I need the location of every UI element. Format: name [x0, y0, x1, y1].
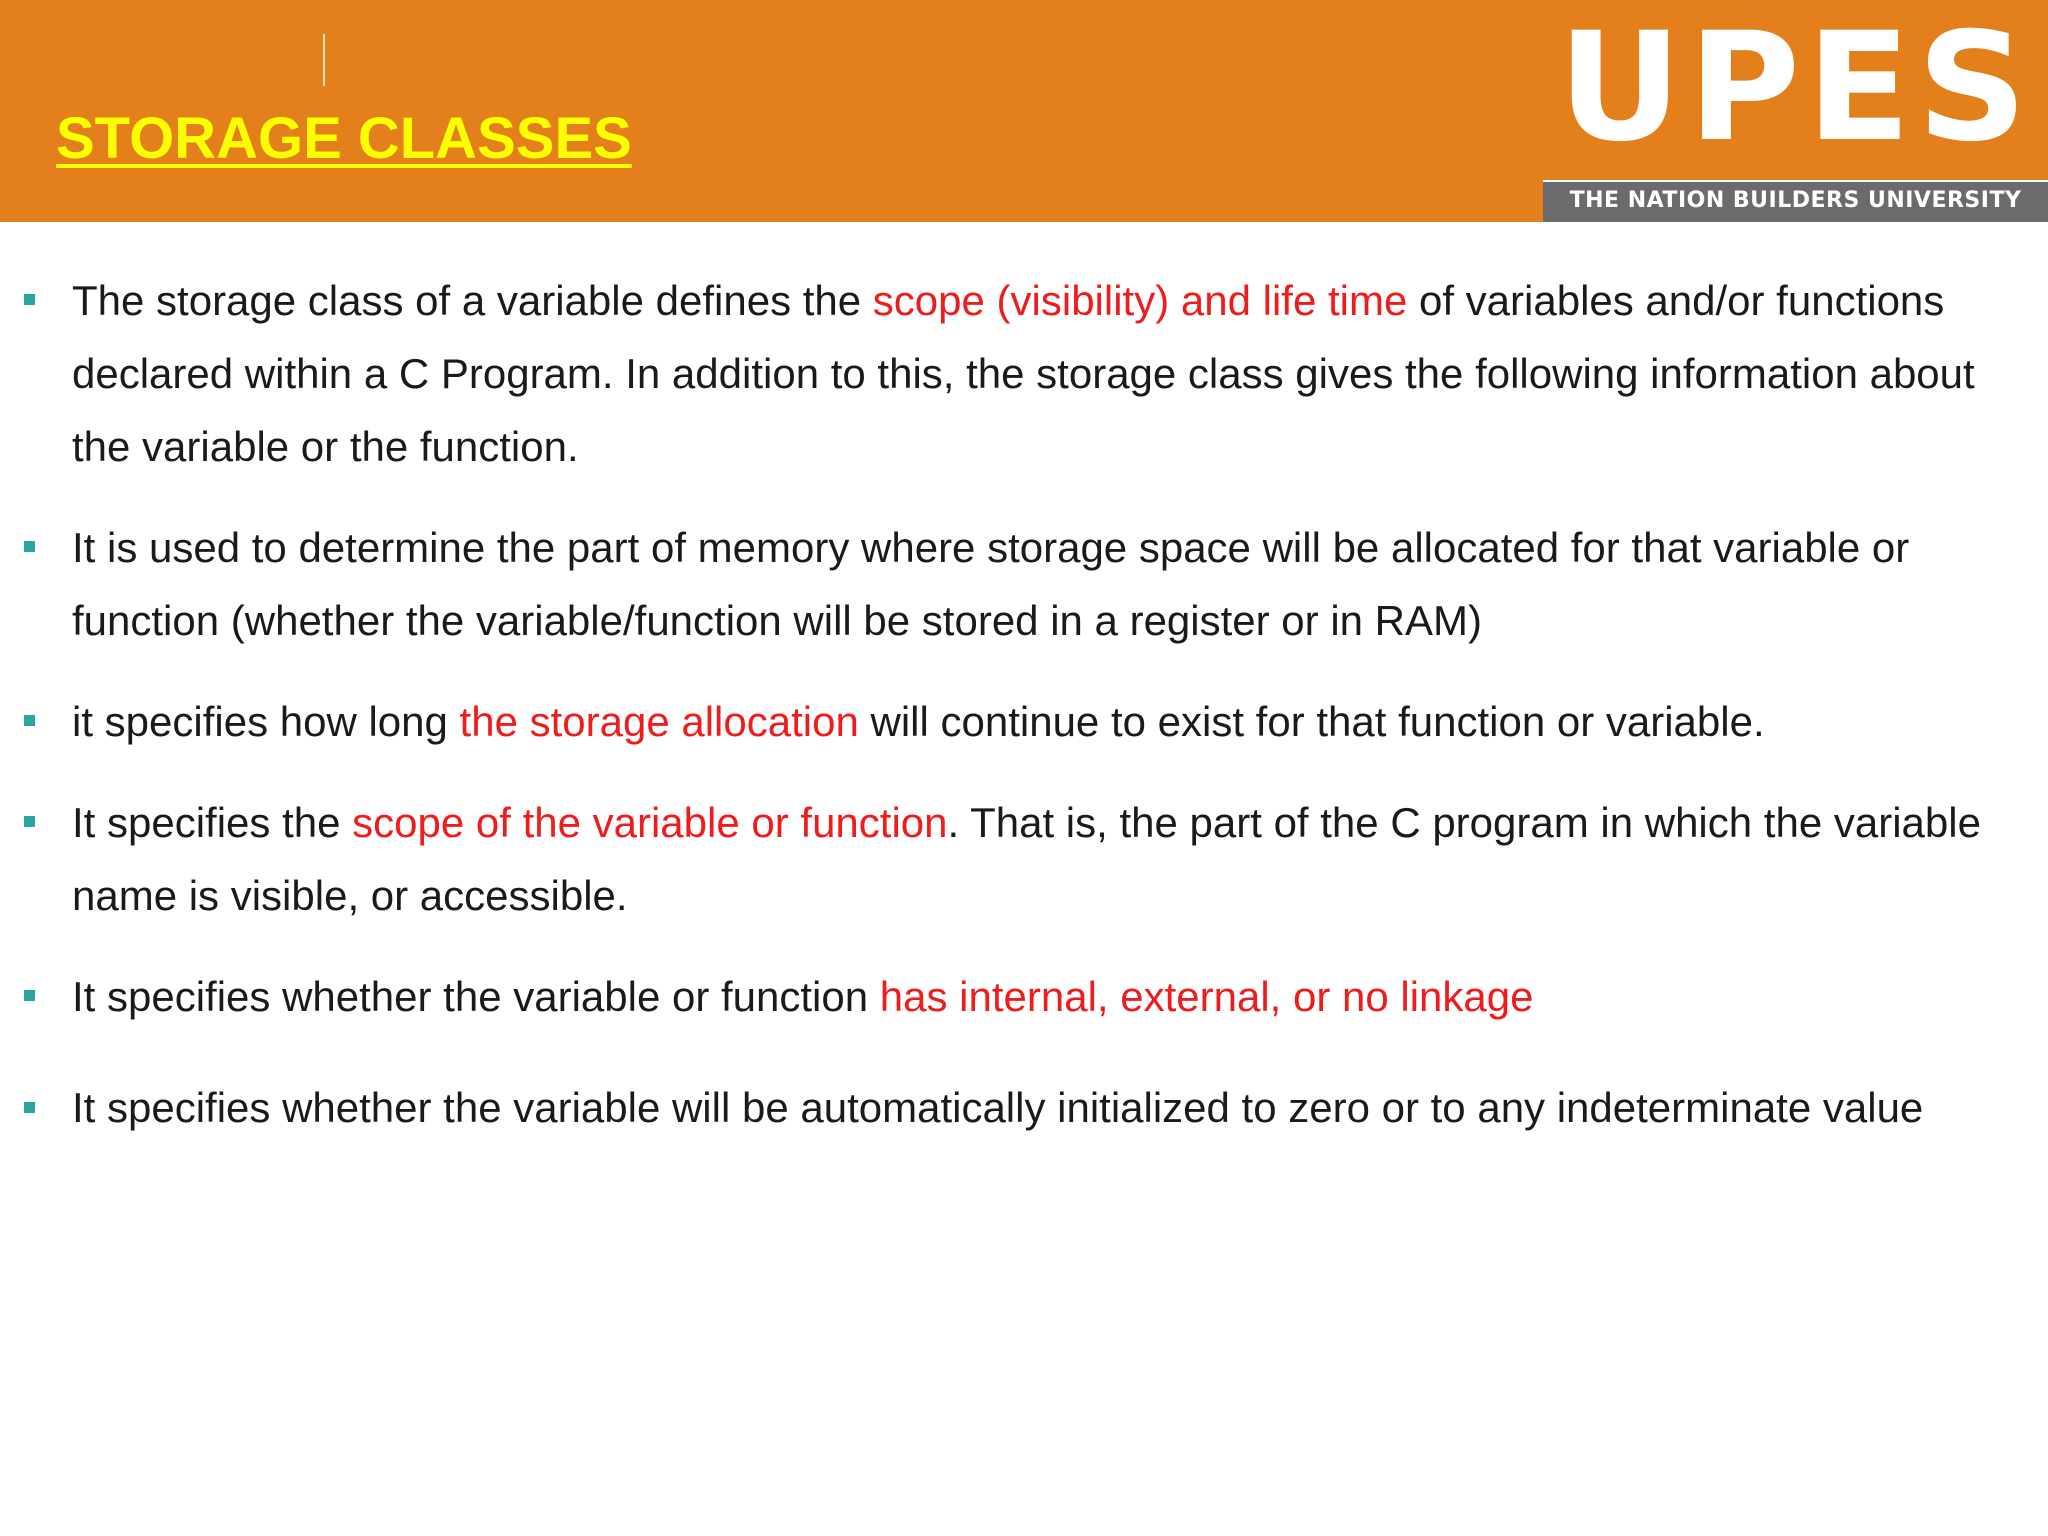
bullet-text: It is used to determine the part of memory where storage space will be allocated for that variable or function (whether the variable/function will be stored in a register or in RAM) [72, 524, 1910, 644]
bullet-text: It specifies whether the variable will be automatically initialized to zero or to any indeterminate value [72, 1084, 1924, 1131]
header-divider [323, 34, 325, 86]
bullet-highlight: scope (visibility) and life time [872, 277, 1408, 324]
bullet-item [0, 685, 2048, 758]
bullet-highlight: has internal, external, or no linkage [879, 973, 1534, 1020]
slide-title: STORAGE CLASSES [56, 106, 632, 171]
bullet-text: it specifies how long [72, 698, 460, 745]
upes-logo [1543, 0, 2048, 222]
bullet-text-end: will continue to exist for that function or variable. [858, 698, 1765, 745]
bullet-item [0, 960, 2048, 1033]
bullet-text: It specifies whether the variable or function [72, 973, 880, 1020]
bullet-text-end: of variables and/or functions declared within a C Program. In addition to this, the storage class gives the following information about the variable or the function. [72, 277, 1975, 470]
bullet-item [0, 1061, 2048, 1155]
logo-tagline-band [1543, 180, 2048, 222]
bullet-highlight: scope of the variable or function [352, 799, 948, 846]
bullet-list [0, 264, 2048, 1183]
bullet-text: The storage class of a variable defines the [72, 277, 873, 324]
bullet-text: It specifies the [72, 799, 353, 846]
logo-wordmark: UPES [1557, 1, 2034, 175]
bullet-item [0, 786, 2048, 932]
bullet-text-end: . That is, the part of the C program in which the variable name is visible, or accessible. [72, 799, 1981, 919]
bullet-item [0, 511, 2048, 657]
bullet-item [0, 264, 2048, 483]
logo-tagline: THE NATION BUILDERS UNIVERSITY [1569, 188, 2022, 213]
bullet-highlight: the storage allocation [459, 698, 859, 745]
